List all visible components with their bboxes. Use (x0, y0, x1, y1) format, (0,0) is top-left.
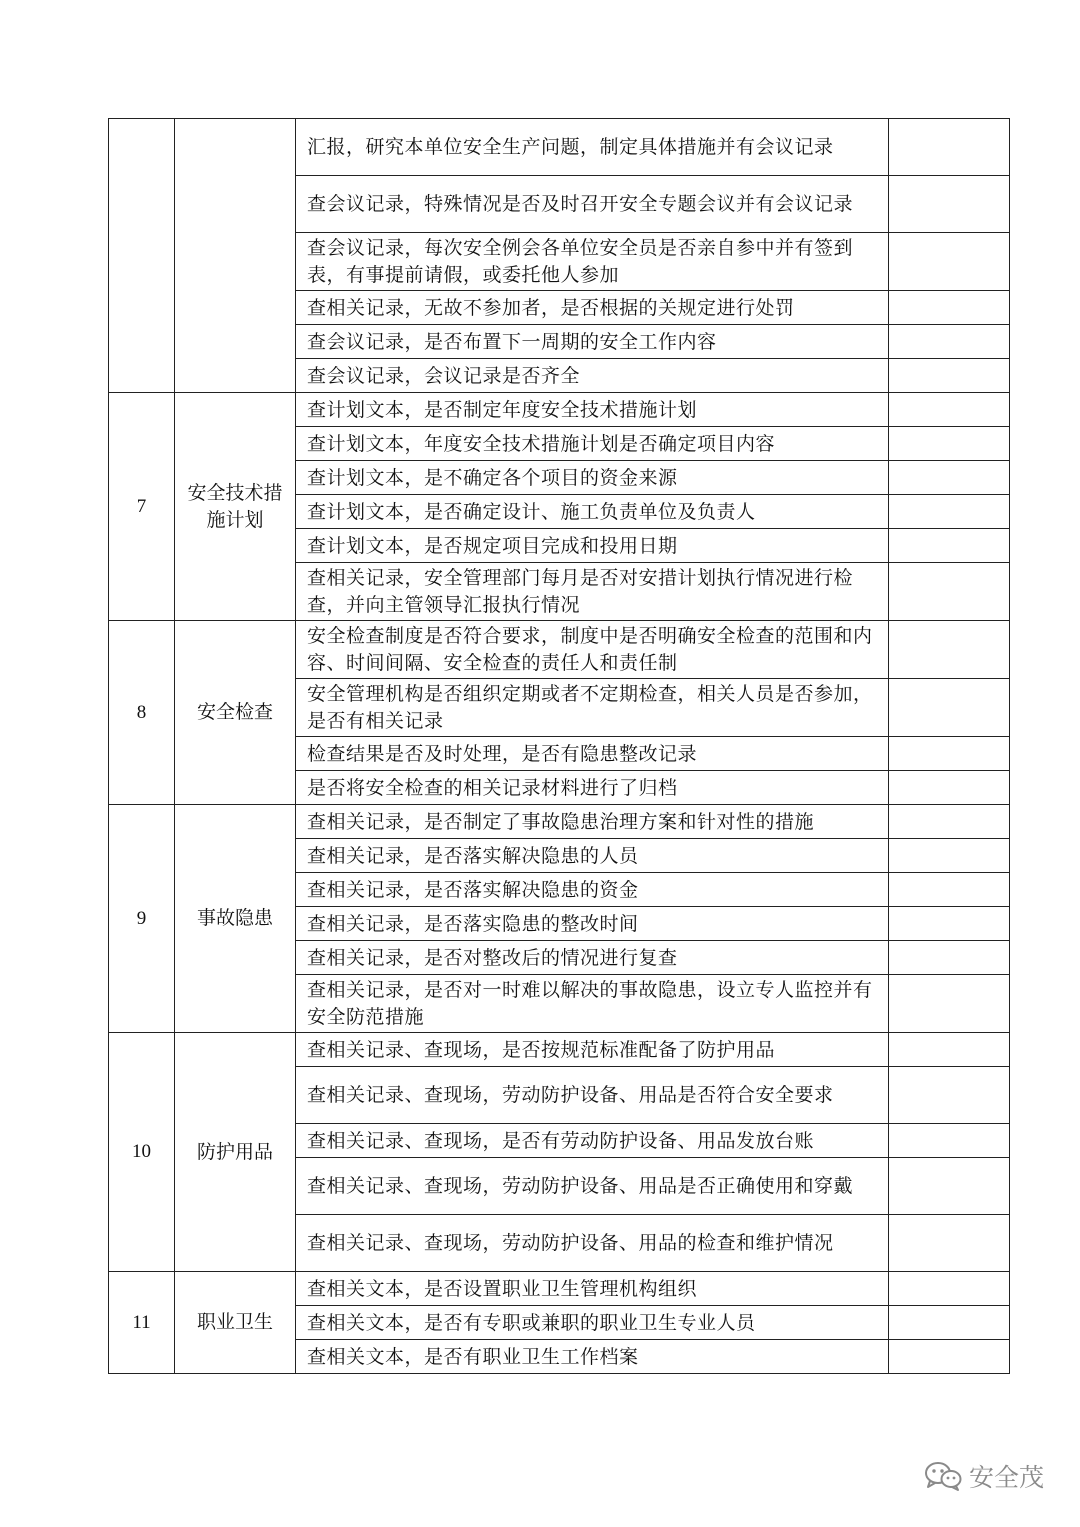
result-cell[interactable] (889, 975, 1010, 1033)
check-item: 查相关记录，是否对一时难以解决的事故隐患，设立专人监控并有安全防范措施 (296, 975, 889, 1033)
check-item: 是否将安全检查的相关记录材料进行了归档 (296, 771, 889, 805)
watermark-text: 安全茂 (968, 1463, 1044, 1492)
check-item: 查相关文本，是否有职业卫生工作档案 (296, 1340, 889, 1374)
result-cell[interactable] (889, 233, 1010, 291)
result-cell[interactable] (889, 1158, 1010, 1215)
result-cell[interactable] (889, 771, 1010, 805)
check-item: 查相关记录，是否落实解决隐患的人员 (296, 839, 889, 873)
result-cell[interactable] (889, 495, 1010, 529)
check-item: 安全管理机构是否组织定期或者不定期检查，相关人员是否参加，是否有相关记录 (296, 679, 889, 737)
table-row (109, 119, 1010, 176)
check-item: 查相关记录、查现场，劳动防护设备、用品是否正确使用和穿戴 (296, 1158, 889, 1215)
result-cell[interactable] (889, 1124, 1010, 1158)
check-item: 查会议记录，特殊情况是否及时召开安全专题会议并有会议记录 (296, 176, 889, 233)
result-cell[interactable] (889, 941, 1010, 975)
row-number: 11 (109, 1272, 175, 1374)
result-cell[interactable] (889, 393, 1010, 427)
check-item: 查会议记录，会议记录是否齐全 (296, 359, 889, 393)
check-item: 查会议记录，是否布置下一周期的安全工作内容 (296, 325, 889, 359)
result-cell[interactable] (889, 621, 1010, 679)
result-cell[interactable] (889, 1067, 1010, 1124)
category-label: 事故隐患 (196, 907, 273, 929)
table-row (109, 805, 1010, 839)
category-cell (175, 1272, 296, 1374)
check-item: 查相关记录、查现场，是否按规范标准配备了防护用品 (296, 1033, 889, 1067)
result-cell[interactable] (889, 176, 1010, 233)
table-row (109, 393, 1010, 427)
category-cell (175, 1033, 296, 1272)
result-cell[interactable] (889, 119, 1010, 176)
check-item: 查相关记录，安全管理部门每月是否对安措计划执行情况进行检查，并向主管领导汇报执行情况 (296, 563, 889, 621)
category-label: 防护用品 (196, 1140, 273, 1163)
check-item: 查计划文本，是否确定设计、施工负责单位及负责人 (296, 495, 889, 529)
row-number: 8 (109, 621, 175, 805)
row-number: 9 (109, 805, 175, 1033)
check-item: 查相关记录，是否制定了事故隐患治理方案和针对性的措施 (296, 805, 889, 839)
check-item: 查相关记录，是否落实隐患的整改时间 (296, 907, 889, 941)
check-item: 查相关记录、查现场，是否有劳动防护设备、用品发放台账 (296, 1124, 889, 1158)
row-number (109, 119, 175, 393)
result-cell[interactable] (889, 907, 1010, 941)
check-item: 查相关记录，无故不参加者，是否根据的关规定进行处罚 (296, 291, 889, 325)
check-item: 检查结果是否及时处理，是否有隐患整改记录 (296, 737, 889, 771)
result-cell[interactable] (889, 1272, 1010, 1306)
check-item: 查相关文本，是否设置职业卫生管理机构组织 (296, 1272, 889, 1306)
check-item: 查相关记录、查现场，劳动防护设备、用品的检查和维护情况 (296, 1215, 889, 1272)
check-item: 安全检查制度是否符合要求，制度中是否明确安全检查的范围和内容、时间间隔、安全检查的责任人和责任制 (296, 621, 889, 679)
check-item: 查会议记录，每次安全例会各单位安全员是否亲自参中并有签到表，有事提前请假，或委托他人参加 (296, 233, 889, 291)
result-cell[interactable] (889, 461, 1010, 495)
check-item: 查相关记录、查现场，劳动防护设备、用品是否符合安全要求 (296, 1067, 889, 1124)
result-cell[interactable] (889, 1033, 1010, 1067)
result-cell[interactable] (889, 1306, 1010, 1340)
result-cell[interactable] (889, 291, 1010, 325)
wechat-icon (923, 1460, 963, 1492)
table-body (109, 119, 1010, 1374)
table-row (109, 1033, 1010, 1067)
check-item: 查相关记录，是否对整改后的情况进行复查 (296, 941, 889, 975)
result-cell[interactable] (889, 325, 1010, 359)
check-item: 查计划文本，是否制定年度安全技术措施计划 (296, 393, 889, 427)
result-cell[interactable] (889, 529, 1010, 563)
category-label: 安全检查 (196, 701, 273, 723)
result-cell[interactable] (889, 839, 1010, 873)
result-cell[interactable] (889, 1340, 1010, 1374)
category-label: 安全技术措施计划 (187, 481, 283, 531)
result-cell[interactable] (889, 679, 1010, 737)
category-cell (175, 805, 296, 1033)
check-item: 查相关文本，是否有专职或兼职的职业卫生专业人员 (296, 1306, 889, 1340)
result-cell[interactable] (889, 737, 1010, 771)
row-number: 10 (109, 1033, 175, 1272)
result-cell[interactable] (889, 427, 1010, 461)
result-cell[interactable] (889, 805, 1010, 839)
check-item: 查计划文本，是不确定各个项目的资金来源 (296, 461, 889, 495)
category-cell (175, 119, 296, 393)
row-number: 7 (109, 393, 175, 621)
category-cell (175, 621, 296, 805)
check-item: 汇报，研究本单位安全生产问题，制定具体措施并有会议记录 (296, 119, 889, 176)
result-cell[interactable] (889, 359, 1010, 393)
check-item: 查计划文本，是否规定项目完成和投用日期 (296, 529, 889, 563)
category-label: 职业卫生 (196, 1311, 273, 1333)
check-item: 查相关记录，是否落实解决隐患的资金 (296, 873, 889, 907)
result-cell[interactable] (889, 1215, 1010, 1272)
table-row (109, 1272, 1010, 1306)
watermark (923, 1458, 1044, 1494)
check-item: 查计划文本，年度安全技术措施计划是否确定项目内容 (296, 427, 889, 461)
result-cell[interactable] (889, 563, 1010, 621)
safety-inspection-table (108, 118, 1010, 1374)
result-cell[interactable] (889, 873, 1010, 907)
table-row (109, 621, 1010, 679)
category-cell (175, 393, 296, 621)
